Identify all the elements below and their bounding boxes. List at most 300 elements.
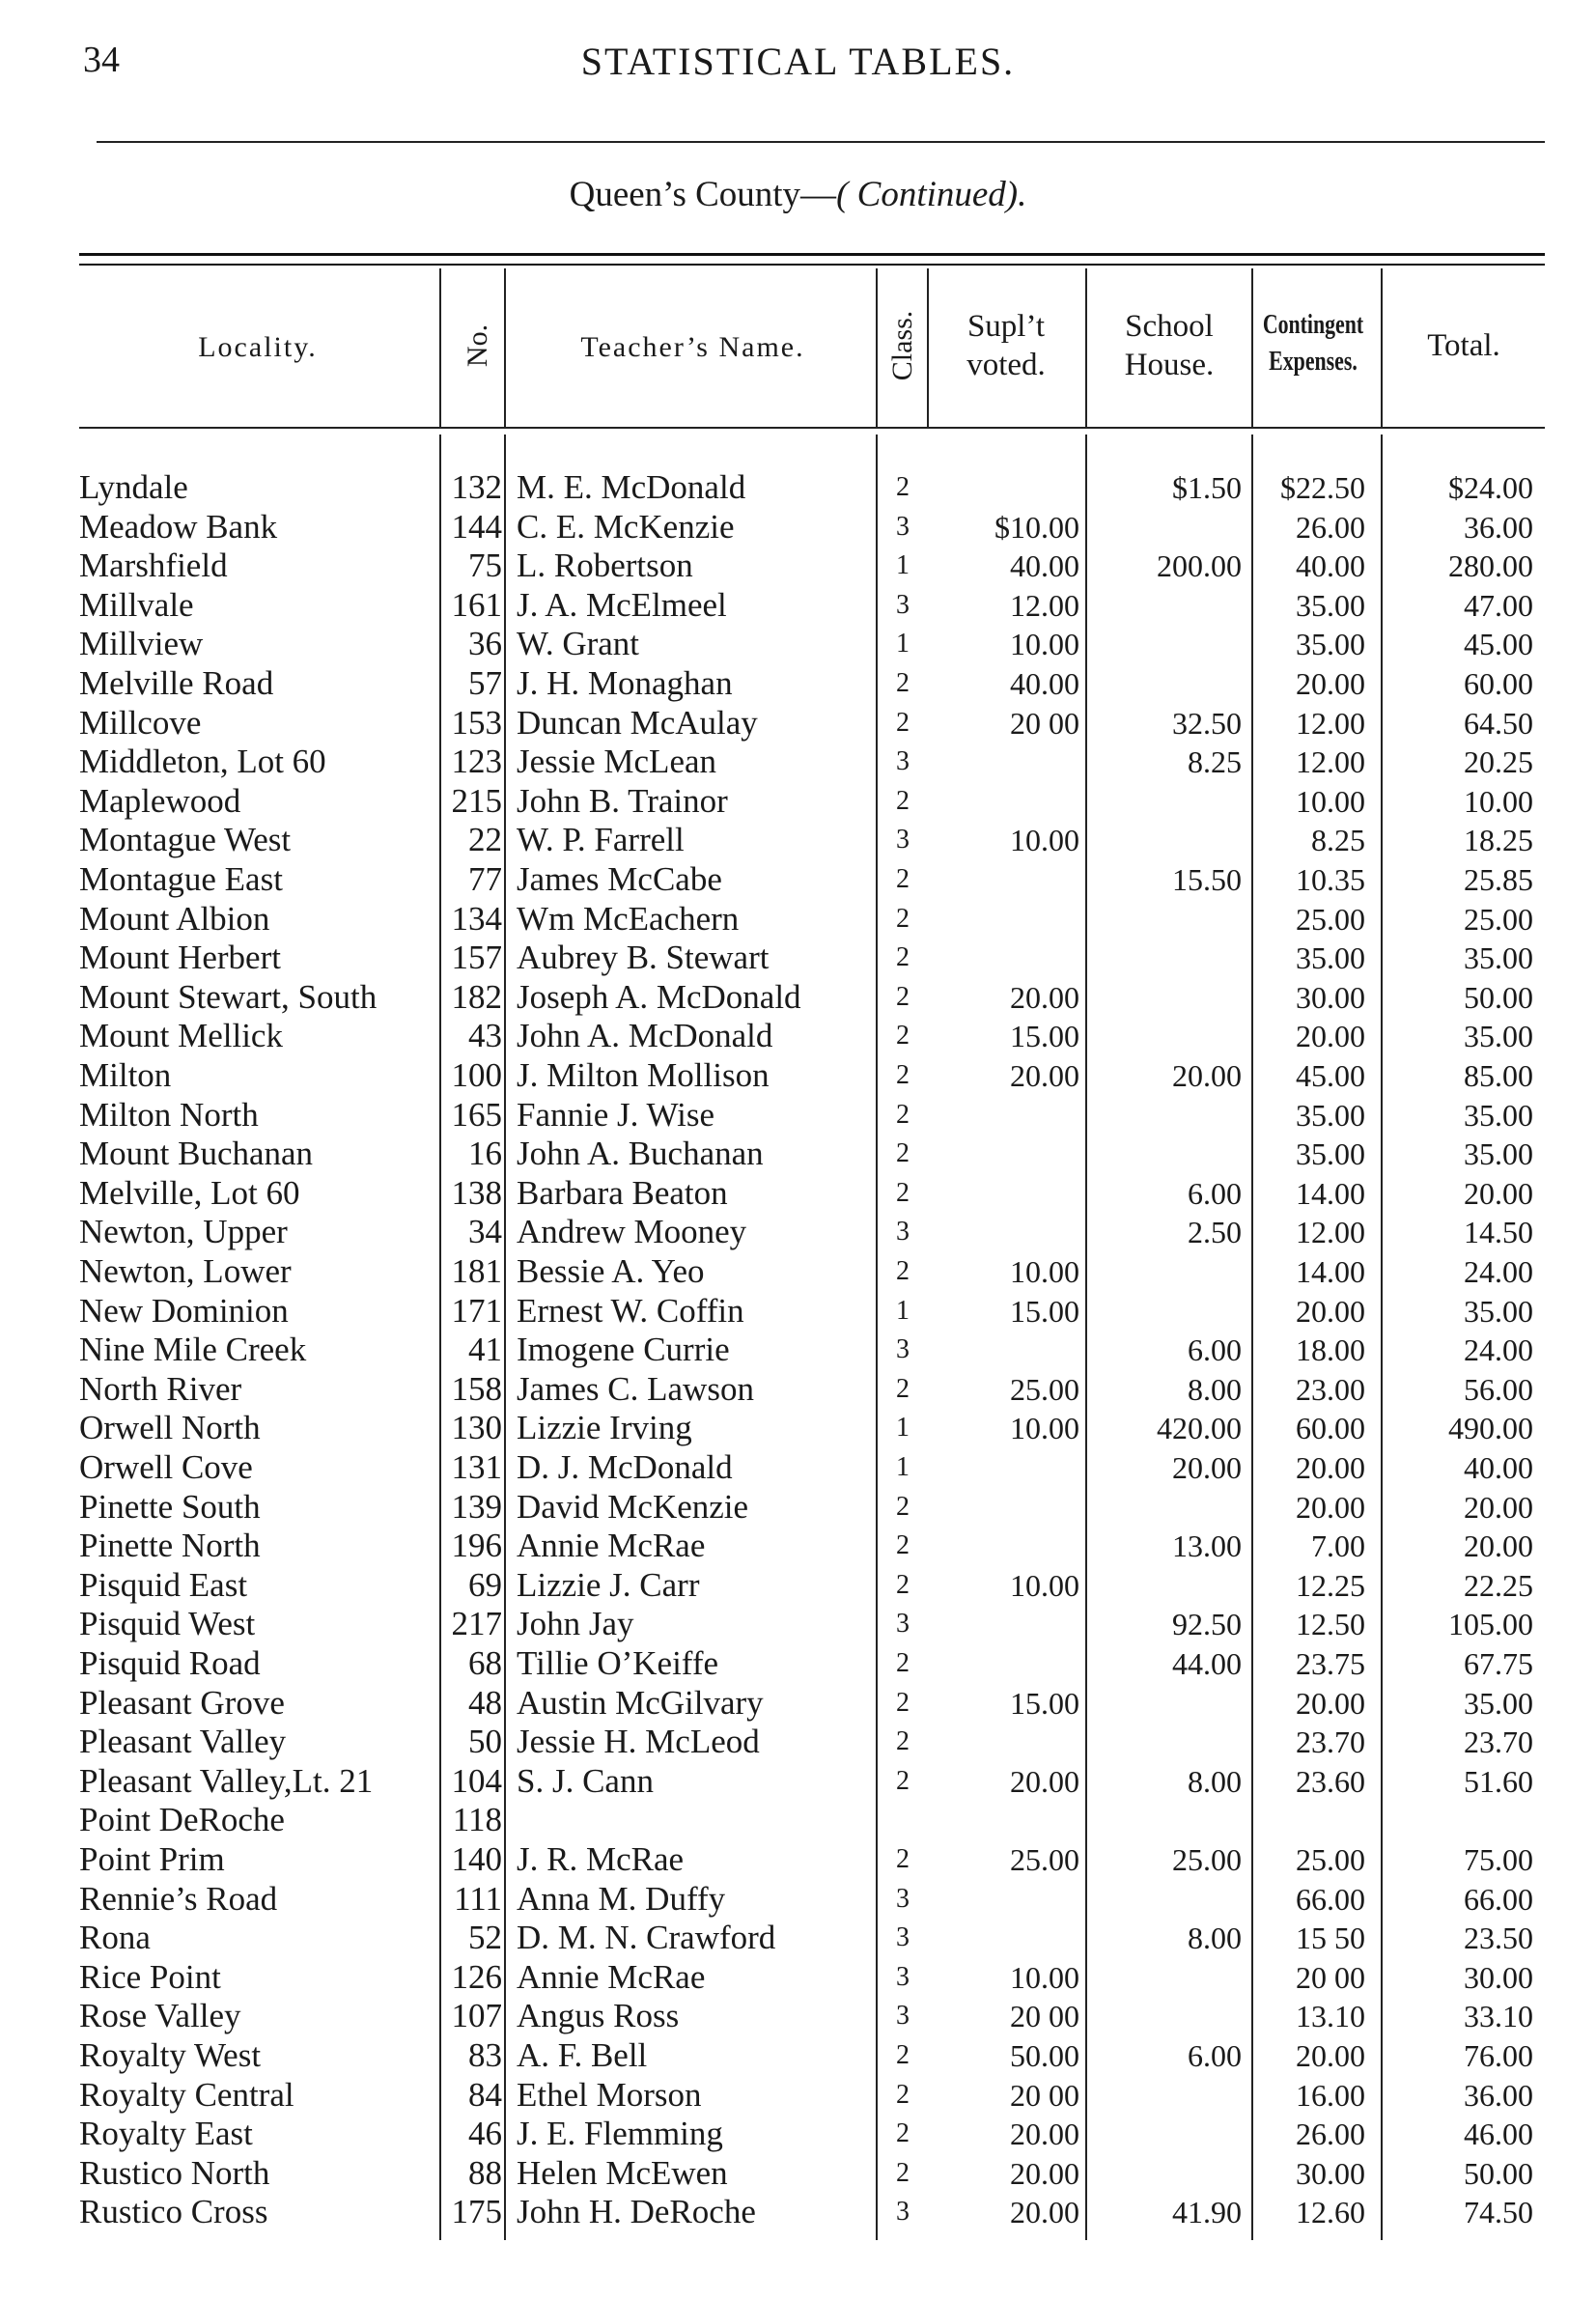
teacher-name-cell: A. F. Bell	[517, 2036, 648, 2074]
contingent-expenses-cell: 10.00	[1296, 783, 1365, 819]
table-row	[0, 1527, 1596, 1566]
teacher-name-cell: David McKenzie	[517, 1487, 749, 1526]
supplement-voted-cell: 10.00	[1010, 1959, 1079, 1995]
class-cell: 3	[896, 589, 910, 620]
contingent-expenses-cell: 14.00	[1296, 1254, 1365, 1289]
teacher-name-cell: Ernest W. Coffin	[517, 1291, 744, 1330]
locality-cell: Millcove	[79, 703, 202, 742]
contingent-expenses-cell: 20 00	[1296, 1959, 1365, 1995]
school-house-cell: 25.00	[1172, 1842, 1242, 1877]
locality-cell: Montague West	[79, 821, 292, 859]
contingent-expenses-cell: 23.75	[1296, 1646, 1365, 1681]
locality-cell: Point DeRoche	[79, 1801, 285, 1839]
number-cell: 34	[468, 1213, 502, 1251]
class-cell: 2	[896, 1177, 910, 1208]
table-row	[0, 743, 1596, 782]
number-cell: 36	[468, 625, 502, 663]
number-cell: 16	[468, 1135, 502, 1173]
total-cell: 60.00	[1464, 666, 1533, 701]
teacher-name-cell: Barbara Beaton	[517, 1173, 728, 1212]
teacher-name-cell: J. A. McElmeel	[517, 585, 727, 624]
locality-cell: Mount Herbert	[79, 939, 281, 977]
class-cell: 3	[896, 1883, 910, 1914]
total-cell: 40.00	[1464, 1450, 1533, 1485]
page-number: 34	[83, 40, 120, 80]
class-cell: 2	[896, 1373, 910, 1404]
number-cell: 181	[451, 1252, 502, 1290]
supplement-voted-cell: 20.00	[1010, 2155, 1079, 2191]
class-cell: 2	[896, 1648, 910, 1678]
table-row	[0, 821, 1596, 860]
locality-cell: Pleasant Valley,Lt. 21	[79, 1761, 374, 1800]
school-house-cell: 2.50	[1188, 1215, 1242, 1250]
subtitle-continued: ( Continued).	[836, 175, 1027, 214]
locality-cell: Royalty East	[79, 2115, 253, 2153]
class-cell: 1	[896, 1452, 910, 1482]
total-cell: 47.00	[1464, 587, 1533, 623]
table-row	[0, 1919, 1596, 1958]
contingent-expenses-cell: 12.25	[1296, 1567, 1365, 1603]
header-divider	[1251, 268, 1253, 428]
teacher-name-cell: D. J. McDonald	[517, 1448, 733, 1486]
supplement-voted-cell: 10.00	[1010, 1254, 1079, 1289]
school-house-cell: $1.50	[1172, 470, 1242, 505]
number-cell: 157	[451, 939, 502, 977]
school-house-cell: 32.50	[1172, 705, 1242, 741]
total-cell: $24.00	[1448, 470, 1533, 505]
teacher-name-cell: Ethel Morson	[517, 2075, 702, 2114]
teacher-name-cell: Andrew Mooney	[517, 1213, 747, 1251]
number-cell: 107	[451, 1997, 502, 2035]
table-row	[0, 1370, 1596, 1410]
class-cell: 3	[896, 746, 910, 777]
table-row	[0, 1213, 1596, 1252]
table-row	[0, 939, 1596, 978]
number-cell: 75	[468, 547, 502, 585]
contingent-expenses-cell: 14.00	[1296, 1175, 1365, 1211]
number-cell: 215	[451, 781, 502, 820]
contingent-expenses-cell: 12.00	[1296, 705, 1365, 741]
number-cell: 50	[468, 1723, 502, 1761]
contingent-expenses-cell: 10.35	[1296, 862, 1365, 897]
locality-cell: Point Prim	[79, 1840, 225, 1878]
number-cell: 138	[451, 1173, 502, 1212]
locality-cell: Orwell North	[79, 1409, 261, 1447]
total-cell: 36.00	[1464, 2077, 1533, 2113]
locality-cell: Pleasant Valley	[79, 1723, 287, 1761]
number-cell: 43	[468, 1017, 502, 1055]
header-total: Total.	[1427, 328, 1500, 363]
number-cell: 41	[468, 1331, 502, 1369]
total-cell: 24.00	[1464, 1254, 1533, 1289]
locality-cell: Pinette North	[79, 1527, 261, 1565]
teacher-name-cell: Wm McEachern	[517, 899, 740, 938]
supplement-voted-cell: 20.00	[1010, 2195, 1079, 2230]
class-cell: 2	[896, 1726, 910, 1757]
school-house-cell: 13.00	[1172, 1528, 1242, 1564]
supplement-voted-cell: 20 00	[1010, 2077, 1079, 2113]
contingent-expenses-cell: 35.00	[1296, 587, 1365, 623]
supplement-voted-cell: 20 00	[1010, 705, 1079, 741]
locality-cell: Marshfield	[79, 547, 228, 585]
supplement-voted-cell: 20.00	[1010, 1763, 1079, 1799]
total-cell: 74.50	[1464, 2195, 1533, 2230]
table-top-rule	[79, 253, 1545, 266]
number-cell: 84	[468, 2075, 502, 2114]
supplement-voted-cell: 20.00	[1010, 2117, 1079, 2152]
teacher-name-cell: Imogene Currie	[517, 1331, 730, 1369]
supplement-voted-cell: 12.00	[1010, 587, 1079, 623]
total-cell: 67.75	[1464, 1646, 1533, 1681]
class-cell: 1	[896, 1295, 910, 1326]
teacher-name-cell: S. J. Cann	[517, 1761, 654, 1800]
contingent-expenses-cell: 23.60	[1296, 1763, 1365, 1799]
locality-cell: Lyndale	[79, 468, 188, 506]
contingent-expenses-cell: 20.00	[1296, 1019, 1365, 1054]
teacher-name-cell: John B. Trainor	[517, 781, 728, 820]
school-house-cell: 6.00	[1188, 1175, 1242, 1211]
class-cell: 2	[896, 2118, 910, 2149]
number-cell: 52	[468, 1919, 502, 1957]
supplement-voted-cell: 25.00	[1010, 1371, 1079, 1407]
locality-cell: Pisquid West	[79, 1605, 256, 1643]
teacher-name-cell: Austin McGilvary	[517, 1683, 764, 1722]
class-cell: 2	[896, 1099, 910, 1130]
contingent-expenses-cell: 12.00	[1296, 744, 1365, 780]
header-school-line2: House.	[1124, 348, 1215, 382]
class-cell: 2	[896, 1491, 910, 1522]
teacher-name-cell: Anna M. Duffy	[517, 1879, 726, 1918]
table-row	[0, 547, 1596, 586]
class-cell: 3	[896, 1609, 910, 1640]
contingent-expenses-cell: 12.50	[1296, 1607, 1365, 1642]
class-cell: 2	[896, 981, 910, 1012]
total-cell: 35.00	[1464, 940, 1533, 976]
total-cell: 51.60	[1464, 1763, 1533, 1799]
school-house-cell: 8.00	[1188, 1371, 1242, 1407]
teacher-name-cell: John H. DeRoche	[517, 2193, 756, 2231]
contingent-expenses-cell: 35.00	[1296, 627, 1365, 662]
number-cell: 57	[468, 664, 502, 702]
school-house-cell: 8.00	[1188, 1921, 1242, 1956]
class-cell: 2	[896, 2157, 910, 2188]
contingent-expenses-cell: 45.00	[1296, 1058, 1365, 1093]
teacher-name-cell: J. H. Monaghan	[517, 664, 733, 702]
class-cell: 2	[896, 1021, 910, 1051]
school-house-cell: 6.00	[1188, 2038, 1242, 2073]
locality-cell: Maplewood	[79, 781, 241, 820]
table-row	[0, 2115, 1596, 2154]
table-row	[0, 1174, 1596, 1214]
locality-cell: Rose Valley	[79, 1997, 241, 2035]
supplement-voted-cell: 10.00	[1010, 1411, 1079, 1446]
contingent-expenses-cell: 30.00	[1296, 979, 1365, 1015]
contingent-expenses-cell: 66.00	[1296, 1881, 1365, 1917]
header-divider	[439, 268, 441, 428]
class-cell: 2	[896, 1569, 910, 1600]
number-cell: 158	[451, 1369, 502, 1408]
teacher-name-cell: M. E. McDonald	[517, 468, 746, 506]
locality-cell: Millvale	[79, 585, 194, 624]
class-cell: 2	[896, 1844, 910, 1874]
table-row	[0, 1801, 1596, 1840]
teacher-name-cell: Jessie McLean	[517, 743, 717, 781]
total-cell: 50.00	[1464, 2155, 1533, 2191]
total-cell: 20.00	[1464, 1489, 1533, 1525]
total-cell: 280.00	[1448, 548, 1533, 584]
number-cell: 22	[468, 821, 502, 859]
number-cell: 182	[451, 977, 502, 1016]
locality-cell: Milton North	[79, 1095, 259, 1134]
table-row	[0, 704, 1596, 743]
class-cell: 2	[896, 1256, 910, 1286]
header-teacher: Teacher’s Name.	[580, 331, 805, 363]
class-cell: 2	[896, 1138, 910, 1169]
locality-cell: Mount Albion	[79, 899, 270, 938]
total-cell: 14.50	[1464, 1215, 1533, 1250]
supplement-voted-cell: 25.00	[1010, 1842, 1079, 1877]
total-cell: 25.85	[1464, 862, 1533, 897]
contingent-expenses-cell: 25.00	[1296, 901, 1365, 937]
table-row	[0, 1880, 1596, 1920]
class-cell: 2	[896, 1765, 910, 1796]
table-row	[0, 1056, 1596, 1096]
supplement-voted-cell: 40.00	[1010, 666, 1079, 701]
contingent-expenses-cell: 12.60	[1296, 2195, 1365, 2230]
contingent-expenses-cell: 26.00	[1296, 509, 1365, 545]
contingent-expenses-cell: 20.00	[1296, 2038, 1365, 2073]
class-cell: 3	[896, 1922, 910, 1953]
header-locality: Locality.	[198, 331, 318, 363]
contingent-expenses-cell: 7.00	[1311, 1528, 1365, 1564]
header-contingent-line2: Expenses.	[1269, 347, 1358, 377]
locality-cell: Rustico North	[79, 2153, 270, 2192]
number-cell: 131	[451, 1448, 502, 1486]
table-row	[0, 1448, 1596, 1488]
supplement-voted-cell: 15.00	[1010, 1019, 1079, 1054]
total-cell: 45.00	[1464, 627, 1533, 662]
teacher-name-cell: Duncan McAulay	[517, 703, 758, 742]
school-house-cell: 6.00	[1188, 1332, 1242, 1368]
number-cell: 217	[451, 1605, 502, 1643]
header-school-line1: School	[1125, 309, 1214, 344]
header-contingent-line1: Contingent	[1262, 310, 1364, 340]
locality-cell: Rona	[79, 1919, 151, 1957]
locality-cell: Melville, Lot 60	[79, 1173, 300, 1212]
supplement-voted-cell: 10.00	[1010, 627, 1079, 662]
teacher-name-cell: James C. Lawson	[517, 1369, 754, 1408]
table-row	[0, 586, 1596, 626]
number-cell: 196	[451, 1527, 502, 1565]
school-house-cell: 44.00	[1172, 1646, 1242, 1681]
contingent-expenses-cell: 35.00	[1296, 940, 1365, 976]
total-cell: 10.00	[1464, 783, 1533, 819]
header-divider	[876, 268, 878, 428]
table-row	[0, 468, 1596, 508]
supplement-voted-cell: $10.00	[994, 509, 1079, 545]
teacher-name-cell: James McCabe	[517, 860, 722, 898]
number-cell: 77	[468, 860, 502, 898]
class-cell: 3	[896, 1961, 910, 1992]
locality-cell: Melville Road	[79, 664, 274, 702]
number-cell: 153	[451, 703, 502, 742]
locality-cell: Nine Mile Creek	[79, 1331, 307, 1369]
table-row	[0, 782, 1596, 822]
teacher-name-cell: Lizzie J. Carr	[517, 1565, 700, 1604]
class-cell: 2	[896, 785, 910, 816]
teacher-name-cell: Bessie A. Yeo	[517, 1252, 705, 1290]
contingent-expenses-cell: 35.00	[1296, 1097, 1365, 1133]
teacher-name-cell: John A. Buchanan	[517, 1135, 764, 1173]
class-cell: 2	[896, 472, 910, 502]
teacher-name-cell: Joseph A. McDonald	[517, 977, 801, 1016]
teacher-name-cell: Tillie O’Keiffe	[517, 1644, 719, 1682]
contingent-expenses-cell: 15 50	[1296, 1921, 1365, 1956]
school-house-cell: 200.00	[1157, 548, 1242, 584]
number-cell: 175	[451, 2193, 502, 2231]
class-cell: 2	[896, 1687, 910, 1718]
class-cell: 1	[896, 550, 910, 581]
locality-cell: Mount Buchanan	[79, 1135, 314, 1173]
contingent-expenses-cell: 20.00	[1296, 1685, 1365, 1721]
number-cell: 69	[468, 1565, 502, 1604]
locality-cell: Mount Mellick	[79, 1017, 283, 1055]
number-cell: 171	[451, 1291, 502, 1330]
total-cell: 30.00	[1464, 1959, 1533, 1995]
number-cell: 144	[451, 507, 502, 546]
class-cell: 3	[896, 1334, 910, 1365]
number-cell: 48	[468, 1683, 502, 1722]
table-row	[0, 1017, 1596, 1056]
header-contingent	[1260, 307, 1365, 380]
total-cell: 490.00	[1448, 1411, 1533, 1446]
total-cell: 64.50	[1464, 705, 1533, 741]
locality-cell: Mount Stewart, South	[79, 977, 378, 1016]
number-cell: 130	[451, 1409, 502, 1447]
teacher-name-cell: J. Milton Mollison	[517, 1056, 770, 1094]
class-cell: 2	[896, 864, 910, 894]
school-house-cell: 20.00	[1172, 1450, 1242, 1485]
table-row	[0, 1840, 1596, 1880]
table-row	[0, 1409, 1596, 1448]
school-house-cell: 92.50	[1172, 1607, 1242, 1642]
table-row	[0, 978, 1596, 1018]
locality-cell: Montague East	[79, 860, 283, 898]
table-row	[0, 1958, 1596, 1998]
total-cell: 36.00	[1464, 509, 1533, 545]
table-row	[0, 1997, 1596, 2036]
number-cell: 140	[451, 1840, 502, 1878]
teacher-name-cell: Annie McRae	[517, 1957, 706, 1996]
number-cell: 132	[451, 468, 502, 506]
teacher-name-cell: Aubrey B. Stewart	[517, 939, 770, 977]
contingent-expenses-cell: 35.00	[1296, 1136, 1365, 1172]
class-cell: 1	[896, 1413, 910, 1444]
supplement-voted-cell: 40.00	[1010, 548, 1079, 584]
contingent-expenses-cell: 30.00	[1296, 2155, 1365, 2191]
locality-cell: Milton	[79, 1056, 172, 1094]
locality-cell: Meadow Bank	[79, 507, 278, 546]
total-cell: 76.00	[1464, 2038, 1533, 2073]
table-row	[0, 1292, 1596, 1332]
class-cell: 2	[896, 942, 910, 973]
school-house-cell: 8.00	[1188, 1763, 1242, 1799]
teacher-name-cell: Helen McEwen	[517, 2153, 728, 2192]
class-cell: 2	[896, 707, 910, 738]
class-cell: 2	[896, 2040, 910, 2070]
total-cell: 20.25	[1464, 744, 1533, 780]
class-cell: 2	[896, 2079, 910, 2110]
class-cell: 3	[896, 2001, 910, 2032]
total-cell: 56.00	[1464, 1371, 1533, 1407]
running-head: STATISTICAL TABLES.	[580, 40, 1016, 83]
table-row	[0, 664, 1596, 704]
locality-cell: Pinette South	[79, 1487, 261, 1526]
contingent-expenses-cell: 23.70	[1296, 1724, 1365, 1760]
contingent-expenses-cell: 26.00	[1296, 2117, 1365, 2152]
school-house-cell: 20.00	[1172, 1058, 1242, 1093]
table-row	[0, 1096, 1596, 1135]
table-row	[0, 1644, 1596, 1684]
total-cell: 23.50	[1464, 1921, 1533, 1956]
contingent-expenses-cell: 60.00	[1296, 1411, 1365, 1446]
class-cell: 3	[896, 825, 910, 855]
total-cell: 46.00	[1464, 2117, 1533, 2152]
header-rule	[97, 141, 1545, 143]
table-row	[0, 1566, 1596, 1606]
locality-cell: Middleton, Lot 60	[79, 743, 326, 781]
teacher-name-cell: W. P. Farrell	[517, 821, 685, 859]
contingent-expenses-cell: 16.00	[1296, 2077, 1365, 2113]
contingent-expenses-cell: 20.00	[1296, 666, 1365, 701]
total-cell: 35.00	[1464, 1019, 1533, 1054]
table-row	[0, 1135, 1596, 1174]
total-cell: 35.00	[1464, 1136, 1533, 1172]
locality-cell: New Dominion	[79, 1291, 289, 1330]
number-cell: 126	[451, 1957, 502, 1996]
supplement-voted-cell: 15.00	[1010, 1685, 1079, 1721]
table-row	[0, 1331, 1596, 1370]
school-house-cell: 41.90	[1172, 2195, 1242, 2230]
table-row	[0, 2154, 1596, 2194]
contingent-expenses-cell: 40.00	[1296, 548, 1365, 584]
total-cell: 50.00	[1464, 979, 1533, 1015]
table-row	[0, 860, 1596, 900]
table-row	[0, 2076, 1596, 2116]
number-cell: 46	[468, 2115, 502, 2153]
supplement-voted-cell: 20 00	[1010, 1999, 1079, 2034]
number-cell: 134	[451, 899, 502, 938]
teacher-name-cell: C. E. McKenzie	[517, 507, 735, 546]
header-school-house	[1087, 307, 1251, 384]
school-house-cell: 8.25	[1188, 744, 1242, 780]
number-cell: 104	[451, 1761, 502, 1800]
table-row	[0, 2193, 1596, 2232]
total-cell: 85.00	[1464, 1058, 1533, 1093]
table-row	[0, 508, 1596, 547]
locality-cell: Pisquid East	[79, 1565, 248, 1604]
contingent-expenses-cell: 8.25	[1311, 823, 1365, 858]
number-cell: 165	[451, 1095, 502, 1134]
table-row	[0, 1684, 1596, 1724]
total-cell: 105.00	[1448, 1607, 1533, 1642]
total-cell: 35.00	[1464, 1293, 1533, 1329]
table-row	[0, 625, 1596, 664]
total-cell: 24.00	[1464, 1332, 1533, 1368]
locality-cell: Pisquid Road	[79, 1644, 261, 1682]
locality-cell: Pleasant Grove	[79, 1683, 285, 1722]
locality-cell: Royalty West	[79, 2036, 262, 2074]
